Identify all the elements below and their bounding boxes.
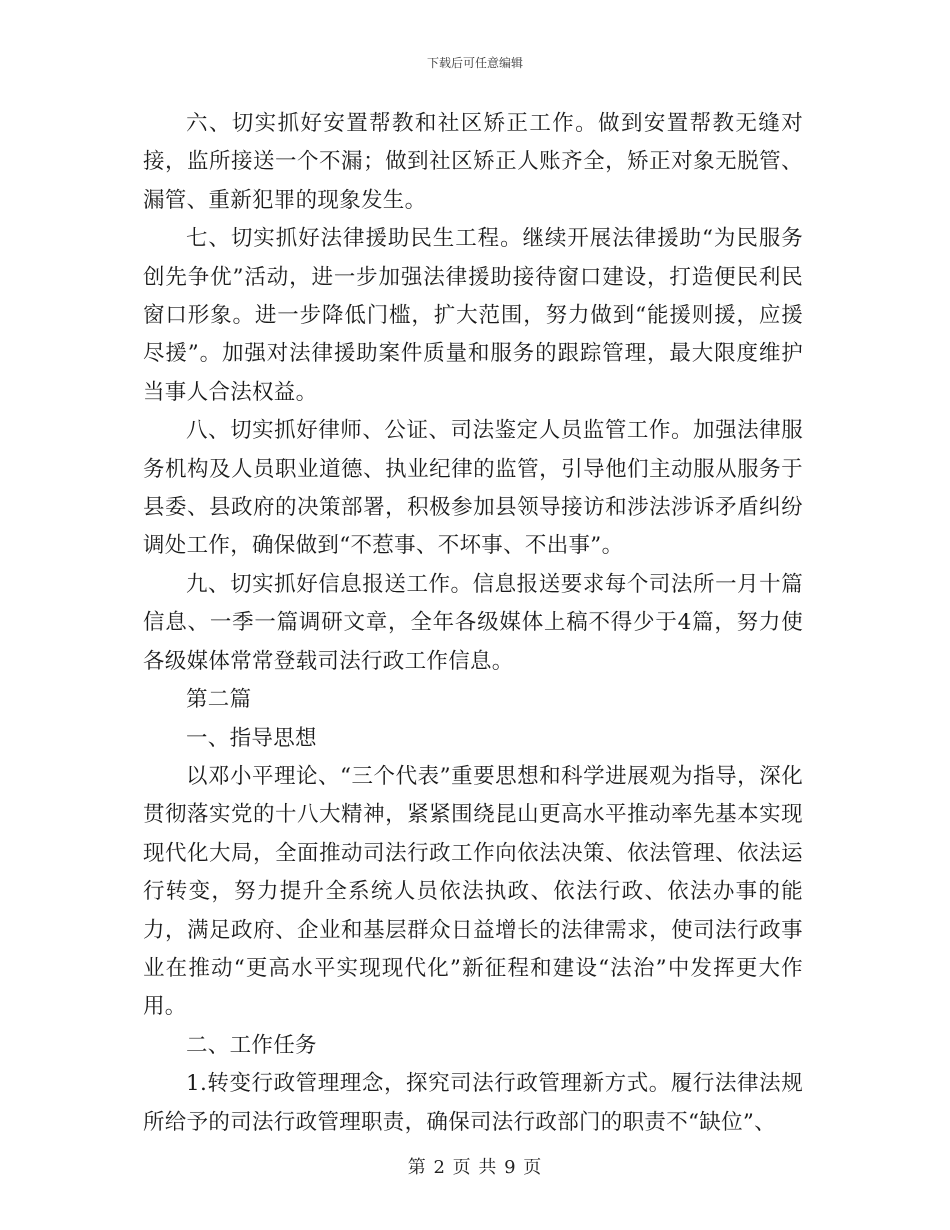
page-footer: 第 2 页 共 9 页 — [407, 1157, 543, 1178]
section-heading-work-tasks: 二、工作任务 — [186, 1032, 317, 1058]
section-heading-part-two: 第二篇 — [186, 687, 252, 713]
paragraph-guiding-ideology: 以邓小平理论、“三个代表”重要思想和科学进展观为指导，深化贯彻落实党的十八大精神，紧紧围绕昆山更高水平推动率先基本实现现代化大局，全面推动司法行政工作向依法决策、依法管理、依法运行转变，努力提升全系统人员依法执政、依法行政、依法办事的能力，满足政府、企业和基层群众日益增长的法律需求，使司法行政事业在推动“更高水平实现现代化”新征程和建设“法治”中发挥更大作用。 — [143, 763, 803, 1020]
paragraph-information-reporting: 九、切实抓好信息报送工作。信息报送要求每个司法所一月十篇信息、一季一篇调研文章，全年各级媒体上稿不得少于4篇，努力使各级媒体常常登载司法行政工作信息。 — [143, 571, 803, 674]
page-header: 下载后可任意编辑 — [426, 56, 523, 70]
paragraph-lawyer-supervision: 八、切实抓好律师、公证、司法鉴定人员监管工作。加强法律服务机构及人员职业道德、执业纪律的监管，引导他们主动服从服务于县委、县政府的决策部署，积极参加县领导接访和涉法涉诉矛盾纠纷调处工作，确保做到“不惹事、不坏事、不出事”。 — [143, 418, 803, 559]
paragraph-legal-aid: 七、切实抓好法律援助民生工程。继续开展法律援助“为民服务创先争优”活动，进一步加强法律援助接待窗口建设，打造便民利民窗口形象。进一步降低门槛，扩大范围，努力做到“能援则援，应援尽援”。加强对法律援助案件质量和服务的跟踪管理，最大限度维护当事人合法权益。 — [143, 226, 803, 405]
document-body — [143, 105, 803, 1142]
paragraph-resettlement: 六、切实抓好安置帮教和社区矫正工作。做到安置帮教无缝对接，监所接送一个不漏；做到社区矫正人账齐全，矫正对象无脱管、漏管、重新犯罪的现象发生。 — [143, 111, 803, 213]
section-heading-guiding-ideology: 一、指导思想 — [186, 725, 317, 751]
paragraph-task-one: 1.转变行政管理理念，探究司法行政管理新方式。履行法律法规所给予的司法行政管理职责，确保司法行政部门的职责不“缺位”、 — [143, 1071, 803, 1135]
